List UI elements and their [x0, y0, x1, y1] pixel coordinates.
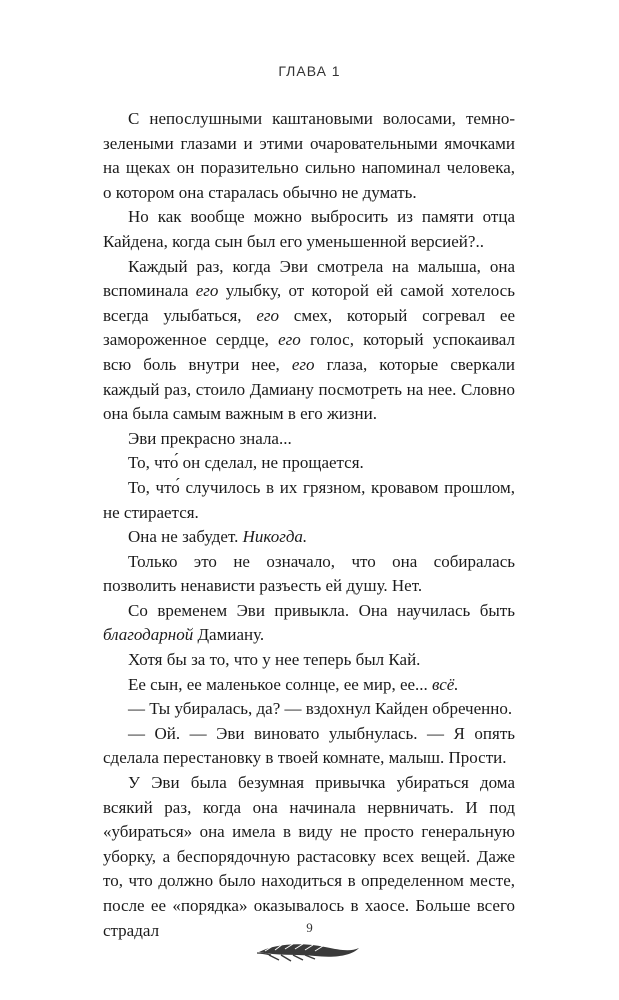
paragraph: [103, 673, 515, 698]
text-run: голос, который успокаивал всю боль внутри нее,: [103, 330, 515, 374]
body-text: [103, 107, 515, 943]
italic-run: его: [291, 354, 315, 374]
text-run: Ее сын, ее маленькое солнце, ее мир, ее...: [128, 674, 433, 694]
italic-run: благодарной: [103, 625, 194, 645]
paragraph: [103, 599, 515, 648]
text-run: То, что́ случилось в их грязном, кровавом прошлом, не стирается.: [103, 477, 515, 522]
text-run: улыбку, от которой ей самой хотелось всегда улыбаться,: [103, 281, 515, 325]
paragraph: [103, 525, 515, 550]
paragraph: [103, 451, 515, 476]
text-run: Со временем Эви привыкла. Она научилась быть: [128, 600, 515, 620]
text-run: Каждый раз, когда Эви смотрела на малыша, она вспоминала: [103, 256, 515, 301]
italic-run: Никогда.: [242, 527, 308, 547]
italic-run: его: [256, 305, 279, 325]
text-run: С непослушными каштановыми волосами, темно-зелеными глазами и этими очаровательными ямочками на щеках он поразительно сильно напоминал человека, о котором она старалась обычно не думать.: [103, 109, 515, 202]
text-run: смех, который согревал ее замороженное сердце,: [103, 305, 515, 350]
feather-ornament-icon: [255, 936, 365, 964]
paragraph: [103, 255, 515, 427]
italic-run: его: [278, 330, 301, 350]
paragraph: [103, 427, 515, 452]
page-number: 9: [306, 920, 313, 935]
text-run: — Ты убиралась, да? — вздохнул Кайден обреченно.: [128, 699, 513, 719]
italic-run: его: [195, 281, 219, 301]
text-run: Хотя бы за то, что у нее теперь был Кай.: [128, 650, 421, 670]
text-run: — Ой. — Эви виновато улыбнулась. — Я опять сделала перестановку в твоей комнате, малыш. Прости.: [103, 723, 515, 768]
text-run: Дамиану.: [193, 625, 265, 645]
text-run: глаза, которые сверкали каждый раз, стоило Дамиану посмотреть на нее. Словно она была самым важным в его жизни.: [103, 354, 515, 424]
italic-run: всё.: [432, 674, 459, 694]
text-run: Но как вообще можно выбросить из памяти отца Кайдена, когда сын был его уменьшенной версией?..: [103, 207, 515, 251]
text-run: Только это не означало, что она собиралась позволить ненависти разъесть ей душу. Нет.: [103, 551, 515, 596]
paragraph: [103, 771, 515, 943]
text-run: Эви прекрасно знала...: [128, 428, 292, 448]
paragraph: [103, 550, 515, 599]
chapter-header: ГЛАВА 1: [278, 63, 341, 79]
paragraph: [103, 648, 515, 673]
paragraph: [103, 697, 515, 722]
paragraph: [103, 722, 515, 771]
text-run: Она не забудет.: [128, 527, 243, 547]
paragraph: [103, 205, 515, 254]
text-run: То, что́ он сделал, не прощается.: [128, 453, 364, 473]
paragraph: [103, 476, 515, 525]
paragraph: [103, 107, 515, 205]
text-run: У Эви была безумная привычка убираться дома всякий раз, когда она начинала нервничать. И под «убираться» она имела в виду не просто генеральную уборку, а беспорядочную растасовку всех вещей. Даже то, что должно было находиться в определенном месте, после ее «порядка» оказывалось в хаосе. Больше всего страдал: [103, 773, 515, 940]
